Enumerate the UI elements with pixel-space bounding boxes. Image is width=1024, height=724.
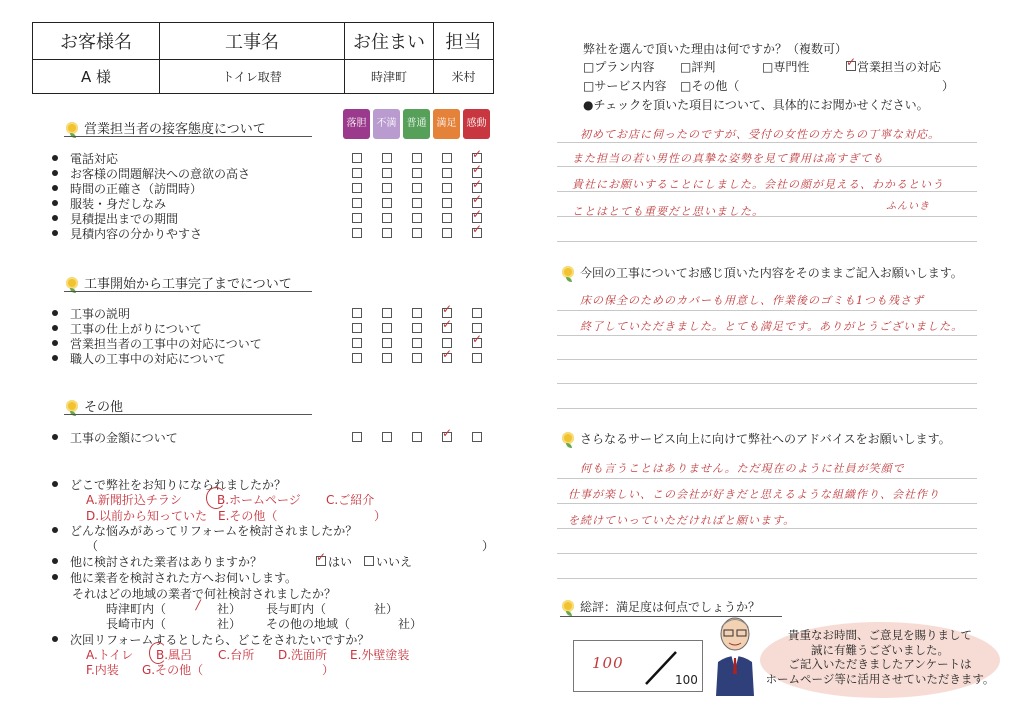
label-yes: はい <box>328 555 353 569</box>
answer-line <box>557 241 977 242</box>
rating-checkbox[interactable] <box>442 153 452 163</box>
rating-row: 工事の説明 <box>52 305 130 322</box>
rating-checkbox[interactable] <box>442 198 452 208</box>
rating-checkbox[interactable] <box>442 213 452 223</box>
work-impression-title: 今回の工事についてお感じ頂いた内容をそのままご記入お願いします。 <box>562 264 963 281</box>
header-label-address: お住まい <box>345 23 434 60</box>
rating-checkbox[interactable] <box>472 308 482 318</box>
rating-checkbox[interactable] <box>352 168 362 178</box>
rating-checkbox[interactable] <box>352 308 362 318</box>
bullet <box>52 355 58 361</box>
option-kitchen[interactable]: C.台所 <box>218 648 255 662</box>
option-other-next-close: ） <box>322 663 335 677</box>
flower-icon <box>66 400 78 412</box>
rating-checkbox[interactable] <box>352 338 362 348</box>
flower-icon <box>562 432 574 444</box>
rating-checkbox[interactable] <box>352 228 362 238</box>
rating-checkbox[interactable] <box>382 213 392 223</box>
option-exterior-paint[interactable]: E.外壁塗装 <box>350 648 410 662</box>
header-value-work: トイレ取替 <box>160 60 345 94</box>
thanks-message: 貴重なお時間、ご意見を賜りまして 誠に有難うございました。 ご記入いただきましたアンケートは ホームページ等に活用させていただきます。 <box>765 628 995 686</box>
question-vendor-region: 他に業者を検討された方へお伺いします。 <box>52 569 297 586</box>
reason-title: 弊社を選んで頂いた理由は何ですか？（複数可） <box>583 42 848 56</box>
handwritten-circle-mark <box>206 487 226 509</box>
checkbox-no[interactable] <box>364 556 374 566</box>
question-concerns: どんな悩みがあってリフォームを検討されましたか？ <box>52 522 357 539</box>
option-bath[interactable]: B.風呂 <box>156 648 193 662</box>
header-value-staff: 米村 <box>434 60 494 94</box>
rating-row: 見積提出までの期間 <box>52 210 178 227</box>
handwritten-reason-note: ふんいき <box>886 201 930 212</box>
option-referral[interactable]: C.ご紹介 <box>326 493 375 507</box>
header-label-customer: お客様名 <box>33 23 160 60</box>
rating-checkbox[interactable] <box>382 153 392 163</box>
rating-checkbox[interactable] <box>442 168 452 178</box>
rating-row: 工事の仕上がりについて <box>52 320 202 337</box>
rating-checkbox[interactable] <box>382 353 392 363</box>
section-underline <box>64 291 312 292</box>
handwritten-reason-line: ことはとても重要だと思いました。 <box>572 205 764 218</box>
option-toilet[interactable]: A.トイレ <box>86 648 134 662</box>
bullet <box>52 636 58 642</box>
rating-checkbox[interactable] <box>412 153 422 163</box>
option-homepage[interactable]: B.ホームページ <box>217 493 301 507</box>
flower-icon <box>66 277 78 289</box>
label-no: いいえ <box>376 555 413 569</box>
score-max: 100 <box>675 673 698 687</box>
rating-checkbox[interactable] <box>412 198 422 208</box>
bullet <box>52 215 58 221</box>
rating-checkbox[interactable] <box>352 153 362 163</box>
handwritten-advice-line: 仕事が楽しい、この会社が好きだと思えるような組織作り、会社作り <box>568 488 940 501</box>
rating-checkbox[interactable] <box>352 213 362 223</box>
rating-row: お客様の問題解決への意欲の高さ <box>52 165 250 182</box>
rating-checkbox[interactable] <box>382 308 392 318</box>
rating-checkbox[interactable] <box>382 432 392 442</box>
rating-checkbox[interactable] <box>412 338 422 348</box>
rating-checkbox[interactable] <box>382 338 392 348</box>
question-vendor-region-sub: それはどの地域の業者で何社検討されましたか？ <box>72 587 337 601</box>
handwritten-reason-line: 初めてお店に伺ったのですが、受付の女性の方たちの丁寧な対応。 <box>580 128 940 141</box>
rating-row: 時間の正確さ（訪問時） <box>52 180 202 197</box>
answer-line <box>557 503 977 504</box>
rating-checkbox[interactable] <box>472 228 482 238</box>
answer-line <box>557 578 977 579</box>
rating-checkbox[interactable] <box>442 183 452 193</box>
customer-header-table <box>32 22 494 94</box>
handwritten-slash: / <box>196 598 202 613</box>
score-slash <box>640 648 680 688</box>
reason-other-close: ） <box>942 79 955 93</box>
rating-badge-manzoku: 満足 <box>433 109 460 139</box>
area-nagayo: 長与町内（ <box>266 602 327 616</box>
reason-plan[interactable]: □プラン内容 <box>583 60 655 74</box>
reason-expertise[interactable]: □専門性 <box>762 60 810 74</box>
option-other[interactable]: E.その他（ <box>218 509 278 523</box>
option-washroom[interactable]: D.洗面所 <box>278 648 328 662</box>
rating-badge-rakutan: 落胆 <box>343 109 370 139</box>
bullet <box>52 155 58 161</box>
answer-line <box>557 553 977 554</box>
rating-checkbox[interactable] <box>352 353 362 363</box>
rating-row: 職人の工事中の対応について <box>52 350 226 367</box>
header-label-work: 工事名 <box>160 23 345 60</box>
header-label-staff: 担当 <box>434 23 494 60</box>
staff-illustration <box>712 614 758 696</box>
rating-badge-futsu: 普通 <box>403 109 430 139</box>
area-other-count: 社） <box>398 617 423 631</box>
reason-service[interactable]: □サービス内容 <box>583 79 667 93</box>
rating-checkbox[interactable] <box>352 198 362 208</box>
option-other-close: ） <box>374 509 387 523</box>
score-title: 総評：満足度は何点でしょうか？ <box>562 598 760 615</box>
answer-line <box>557 335 977 336</box>
rating-checkbox[interactable] <box>352 183 362 193</box>
area-nagasaki: 長崎市内（ <box>106 617 167 631</box>
handwritten-advice-line: 何も言うことはありません。ただ現在のように社員が笑顔で <box>580 462 905 475</box>
answer-line <box>557 478 977 479</box>
bullet <box>52 340 58 346</box>
bullet <box>52 325 58 331</box>
checkbox-sales-response[interactable] <box>846 61 856 71</box>
rating-checkbox[interactable] <box>442 323 452 333</box>
section-title-sales-attitude: 営業担当者の接客態度について <box>66 118 266 137</box>
bullet <box>52 200 58 206</box>
rating-checkbox[interactable] <box>412 228 422 238</box>
bullet <box>52 527 58 533</box>
option-already-knew[interactable]: D.以前から知っていた <box>86 509 208 523</box>
concerns-close-paren: ） <box>482 539 495 553</box>
answer-line <box>557 408 977 409</box>
rating-row: 見積内容の分かりやすさ <box>52 225 202 242</box>
checkbox-yes[interactable] <box>316 556 326 566</box>
handwritten-work-line: 終了していただきました。とても満足です。ありがとうございました。 <box>580 320 964 333</box>
rating-row: 営業担当者の工事中の対応について <box>52 335 262 352</box>
rating-checkbox[interactable] <box>382 198 392 208</box>
rating-row: 工事の金額について <box>52 429 178 446</box>
rating-checkbox[interactable] <box>412 213 422 223</box>
bullet <box>52 230 58 236</box>
reason-detail-prompt: ●チェックを頂いた項目について、具体的にお聞かせください。 <box>583 98 929 112</box>
flower-icon <box>562 600 574 612</box>
answer-line <box>557 383 977 384</box>
question-other-vendors: 他に検討された業者はありますか？ <box>52 553 262 570</box>
area-tokitsu: 時津町内（ <box>106 602 167 616</box>
flower-icon <box>66 122 78 134</box>
answer-line <box>557 166 977 167</box>
option-interior[interactable]: F.内装 <box>86 663 119 677</box>
header-value-address: 時津町 <box>345 60 434 94</box>
bullet <box>52 481 58 487</box>
question-how-know: どこで弊社をお知りになられましたか？ <box>52 476 286 493</box>
concerns-open-paren: （ <box>86 539 99 553</box>
answer-line <box>557 359 977 360</box>
rating-checkbox[interactable] <box>412 183 422 193</box>
rating-checkbox[interactable] <box>382 228 392 238</box>
bullet <box>52 185 58 191</box>
rating-badge-kando: 感動 <box>463 109 490 139</box>
handwritten-reason-line: 貴社にお願いすることにしました。会社の顔が見える、わかるという <box>572 178 944 191</box>
rating-checkbox[interactable] <box>412 308 422 318</box>
rating-checkbox[interactable] <box>382 183 392 193</box>
section-underline <box>64 414 312 415</box>
bullet <box>52 310 58 316</box>
rating-row: 服装・身だしなみ <box>52 195 166 212</box>
rating-checkbox[interactable] <box>442 353 452 363</box>
rating-checkbox[interactable] <box>352 432 362 442</box>
advice-title: さらなるサービス向上に向けて弊社へのアドバイスをお願いします。 <box>562 430 951 447</box>
option-other-next[interactable]: G.その他（ <box>142 663 204 677</box>
answer-line <box>557 528 977 529</box>
rating-row: 電話対応 <box>52 150 118 167</box>
area-nagasaki-count: 社） <box>217 617 242 631</box>
answer-line <box>557 310 977 311</box>
rating-checkbox[interactable] <box>472 432 482 442</box>
rating-checkbox[interactable] <box>412 168 422 178</box>
handwritten-score: 100 <box>592 654 624 672</box>
rating-checkbox[interactable] <box>472 338 482 348</box>
bullet <box>52 574 58 580</box>
rating-checkbox[interactable] <box>472 353 482 363</box>
rating-checkbox[interactable] <box>412 323 422 333</box>
area-tokitsu-count: 社） <box>217 602 242 616</box>
rating-checkbox[interactable] <box>412 353 422 363</box>
option-newspaper[interactable]: A.新聞折込チラシ <box>86 493 182 507</box>
handwritten-advice-line: を続けていっていただければと願います。 <box>568 514 796 527</box>
rating-badge-fuman: 不満 <box>373 109 400 139</box>
reason-other[interactable]: □その他（ <box>680 79 740 93</box>
header-value-customer: A 様 <box>33 60 160 94</box>
section-underline <box>64 136 312 137</box>
rating-checkbox[interactable] <box>412 432 422 442</box>
bullet <box>52 434 58 440</box>
reason-reputation[interactable]: □評判 <box>680 60 716 74</box>
handwritten-work-line: 床の保全のためのカバーも用意し、作業後のゴミも1つも残さず <box>580 294 924 307</box>
bullet <box>52 558 58 564</box>
answer-line <box>557 142 977 143</box>
section-title-work-process: 工事開始から工事完了までについて <box>66 273 292 292</box>
flower-icon <box>562 266 574 278</box>
bullet <box>52 170 58 176</box>
handwritten-reason-line: また担当の若い男性の真摯な姿勢を見て費用は高すぎても <box>572 152 884 165</box>
rating-checkbox[interactable] <box>352 323 362 333</box>
area-other: その他の地域（ <box>266 617 351 631</box>
reason-sales-response: 営業担当の対応 <box>857 60 942 74</box>
rating-checkbox[interactable] <box>442 228 452 238</box>
rating-checkbox[interactable] <box>382 168 392 178</box>
rating-checkbox[interactable] <box>382 323 392 333</box>
section-title-other: その他 <box>66 396 123 415</box>
rating-checkbox[interactable] <box>442 432 452 442</box>
area-nagayo-count: 社） <box>374 602 399 616</box>
question-next-reform: 次回リフォームするとしたら、どこをされたいですか？ <box>52 631 369 648</box>
